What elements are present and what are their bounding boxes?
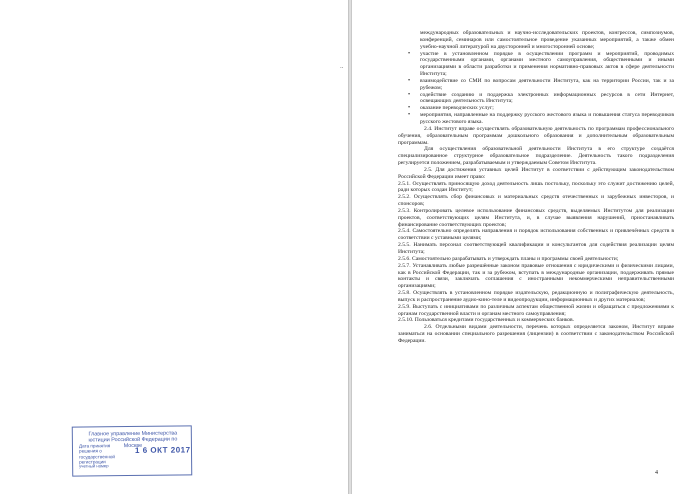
paragraph: 2.5.7. Устанавливать любые разрешённые законом правовые отношения с юридическими и физическими лицами, как в Российской Федерации, так и за рубежом, вступать в международные организации, поддерживать прямые контакты и связи, заключать соглашения с иностранными некоммерческими неправительственными организациями; — [398, 262, 674, 290]
paragraph: 2.5.6. Самостоятельно разрабатывать и утверждать планы и программы своей деятельности; — [398, 255, 619, 262]
paragraph: 2.5.3. Контролировать целевое использование финансовых средств, выделяемых Институтом для реализации проектов, соответствующих целям Института, и, в случае выявления нарушений, приостанавливать финансирование соответствующих проектов; — [398, 207, 674, 228]
paragraph: 2.5.1. Осуществлять приносящую доход деятельность лишь постольку, поскольку это служит достижению целей, ради которых создан Институт; — [398, 180, 674, 194]
bullet-item: • мероприятия, направленные на поддержку русского жестового языка и повышения статуса переводчиков русского жестового языка. — [398, 112, 674, 126]
stamp-authority: Главное управление Министерства юстиции Российской Федерации по Москве — [88, 430, 178, 450]
bullet-item: • содействие созданию и поддержка электронных информационных ресурсов в сети Интернет, освещающих деятельность Института; — [398, 92, 674, 106]
bullet-item: • взаимодействие со СМИ по вопросам деятельности Института, как на территории России, так и за рубежом; — [398, 78, 674, 92]
scan-mark: .. — [340, 62, 344, 70]
paragraph: 2.6. Отдельными видами деятельности, перечень которых определяется законом, Институт вправе заниматься на основании специального разрешения (лицензии) в соответствии с законодательством Российской Федерации. — [398, 324, 674, 344]
paragraph: 2.5.9. Выступать с инициативами по различным аспектам общественной жизни и обращаться с предложениями к органам государственной власти и органам местного самоуправления; — [398, 303, 674, 317]
paragraph: 2.5.4. Самостоятельно определять направления и порядок использования собственных и привлечённых средств в соответствии с уставными целями; — [398, 228, 674, 242]
paragraph: 2.5.5. Нанимать персонал соответствующей квалификации и консультантов для содействия реализации целям Института; — [398, 242, 674, 255]
page-number: 4 — [655, 470, 658, 476]
paragraph-list — [398, 126, 674, 345]
paragraph: 2.4. Институт вправе осуществлять образовательную деятельность по программам профессионального обучения, образовательным программам дошкольного образования и дополнительным образовательным программам. — [398, 125, 674, 146]
stamp-decision-label: Дата принятия решения о государственной регистрации — [78, 443, 115, 465]
left-page — [0, 0, 348, 494]
bullet-item: • оказание переводческих услуг; — [398, 105, 674, 112]
document-body — [398, 30, 674, 345]
registration-stamp — [72, 425, 193, 476]
bullet-item: • участие в установленном порядке в осуществлении программ и мероприятий, проводимых государственными органами, органами местного самоуправления, общественными и иными организациями в области разработки и применения нормативно-правовых актов в сфере деятельности Института; — [398, 51, 674, 78]
paragraph: Для осуществления образовательной деятельности Института в его структуре создаётся специализированное структурное образовательное подразделение. Деятельность такого подразделения регулируется положением, разрабатываемым и утверждаемым Советом Института. — [398, 146, 674, 167]
continuation-text: международных образовательных и научно-исследовательских проектов, конгрессов, симпозиумов, конференций, семинаров или самостоятельное проведение указанных мероприятий, а также обмен учебно-научной литературой на двусторонней и многосторонней основе; — [420, 30, 674, 50]
bullet-list — [398, 51, 674, 126]
paragraph: 2.5.8. Осуществлять в установленном порядке издательскую, редакционную и полиграфическую деятельность, выпуск и распространение аудио-кино-теле и видеопродукции, информационных и других материалов; — [398, 290, 674, 303]
paragraph: 2.5.2. Осуществлять сбор финансовых и материальных средств отечественных и зарубежных инвесторов, и спонсоров; — [398, 194, 674, 208]
stamp-date: 1 6 ОКТ 2017 — [134, 445, 191, 455]
paragraph: 2.5.10. Пользоваться кредитами государственных и коммерческих банков. — [398, 317, 575, 324]
paragraph: 2.5. Для достижения уставных целей Институт в соответствии с действующим законодательством Российской Федерации имеет право: — [398, 166, 674, 180]
stamp-reg-number-label: учетный номер — [79, 463, 109, 469]
